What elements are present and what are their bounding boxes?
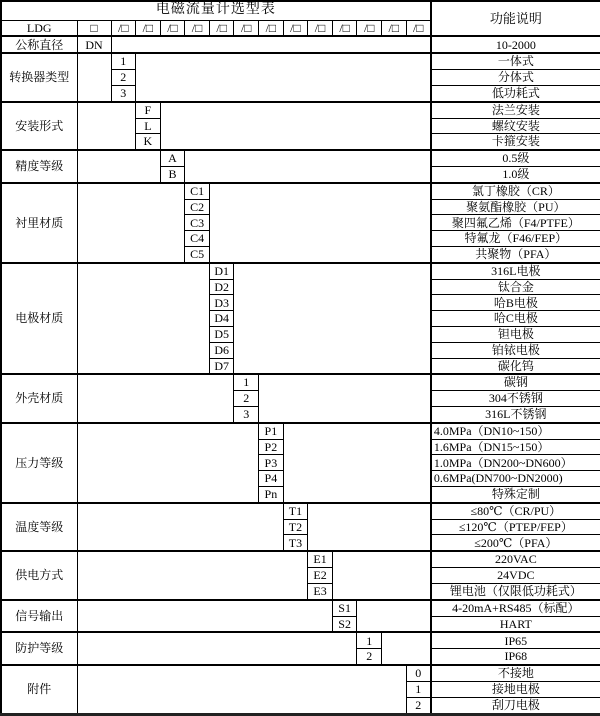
- option-desc: 共聚物（PFA）: [431, 247, 600, 263]
- option-code: 1: [234, 374, 259, 390]
- group-label: 安装形式: [1, 102, 77, 150]
- option-code: T3: [283, 535, 308, 551]
- option-desc: HART: [431, 616, 600, 632]
- option-desc: 法兰安装: [431, 102, 600, 118]
- slot-cell-5: /□: [209, 20, 234, 36]
- spacer-right: [111, 36, 431, 53]
- option-desc: 聚氨酯橡胶（PU）: [431, 199, 600, 215]
- option-desc: 钽电极: [431, 326, 600, 342]
- spacer-right: [382, 632, 431, 665]
- option-code: D2: [209, 279, 234, 295]
- option-code: 2: [111, 70, 136, 86]
- option-code: D4: [209, 311, 234, 327]
- option-desc: 特氟龙（F46/FEP）: [431, 231, 600, 247]
- option-code: 1: [111, 53, 136, 69]
- option-desc: 低功耗式: [431, 85, 600, 101]
- option-desc: 4-20mA+RS485（标配）: [431, 600, 600, 616]
- option-code: L: [136, 118, 161, 134]
- option-code: D7: [209, 358, 234, 374]
- option-code: B: [160, 167, 185, 183]
- spacer-left: [77, 374, 234, 422]
- option-desc: 特殊定制: [431, 486, 600, 502]
- spacer-left: [77, 183, 185, 263]
- option-code: T1: [283, 503, 308, 519]
- option-code: A: [160, 150, 185, 166]
- slot-cell-3: /□: [160, 20, 185, 36]
- option-desc: ≤200℃（PFA）: [431, 535, 600, 551]
- slot-cell-13: /□: [406, 20, 431, 36]
- spacer-right: [234, 263, 431, 375]
- spacer-right: [136, 53, 431, 101]
- group-label: 精度等级: [1, 150, 77, 183]
- option-code: C2: [185, 199, 210, 215]
- spacer-right: [357, 600, 431, 633]
- option-code: F: [136, 102, 161, 118]
- spacer-right: [160, 102, 431, 150]
- spacer-left: [77, 632, 357, 665]
- spacer-left: [77, 503, 283, 551]
- option-code: P2: [259, 439, 284, 455]
- option-code: 2: [406, 697, 431, 714]
- group-label: 信号输出: [1, 600, 77, 633]
- group-label: 防护等级: [1, 632, 77, 665]
- spacer-left: [77, 263, 209, 375]
- option-desc: 220VAC: [431, 551, 600, 567]
- option-desc: 锂电池（仅限低功耗式）: [431, 583, 600, 599]
- option-desc: 哈C电极: [431, 311, 600, 327]
- option-desc: IP68: [431, 649, 600, 665]
- option-code: P3: [259, 455, 284, 471]
- group-label: 转换器类型: [1, 53, 77, 101]
- option-desc: ≤80℃（CR/PU）: [431, 503, 600, 519]
- slot-cell-6: /□: [234, 20, 259, 36]
- spacer-right: [209, 183, 430, 263]
- option-desc: 24VDC: [431, 568, 600, 584]
- group-label: 衬里材质: [1, 183, 77, 263]
- option-code: P1: [259, 423, 284, 439]
- option-code: 3: [234, 406, 259, 422]
- slot-cell-9: /□: [308, 20, 333, 36]
- option-code: C3: [185, 215, 210, 231]
- option-desc: 4.0MPa（DN10~150）: [431, 423, 600, 439]
- option-code: 1: [357, 632, 382, 648]
- option-desc: 螺纹安装: [431, 118, 600, 134]
- spacer-right: [185, 150, 431, 183]
- option-desc: 氯丁橡胶（CR）: [431, 183, 600, 199]
- option-code: Pn: [259, 486, 284, 502]
- option-code: P4: [259, 471, 284, 487]
- spacer-left: [77, 665, 406, 714]
- option-code: T2: [283, 519, 308, 535]
- function-column-header: 功能说明: [431, 1, 600, 36]
- slot-cell-1: /□: [111, 20, 136, 36]
- spacer-right: [259, 374, 431, 422]
- option-desc: 1.0MPa（DN200~DN600）: [431, 455, 600, 471]
- group-label: 电极材质: [1, 263, 77, 375]
- spacer-left: [77, 600, 332, 633]
- option-desc: 铂铱电极: [431, 342, 600, 358]
- option-desc: 316L电极: [431, 263, 600, 279]
- option-code: C1: [185, 183, 210, 199]
- option-code: D6: [209, 342, 234, 358]
- option-code: D1: [209, 263, 234, 279]
- option-desc: 碳钢: [431, 374, 600, 390]
- spacer-left: [77, 423, 259, 503]
- code-box-cell: □: [77, 20, 111, 36]
- group-label: 供电方式: [1, 551, 77, 599]
- option-code: 2: [234, 391, 259, 407]
- option-desc: 接地电极: [431, 681, 600, 697]
- option-desc: 哈B电极: [431, 295, 600, 311]
- spacer-right: [308, 503, 431, 551]
- model-code-cell: LDG: [1, 20, 77, 36]
- slot-cell-11: /□: [357, 20, 382, 36]
- group-label: 压力等级: [1, 423, 77, 503]
- option-desc: 不接地: [431, 665, 600, 681]
- slot-cell-4: /□: [185, 20, 210, 36]
- spacer-right: [332, 551, 431, 599]
- option-desc: 316L不锈钢: [431, 406, 600, 422]
- option-desc: 卡箍安装: [431, 134, 600, 150]
- option-desc: 10-2000: [431, 36, 600, 53]
- slot-cell-2: /□: [136, 20, 161, 36]
- option-desc: ≤120℃（PTEP/FEP）: [431, 519, 600, 535]
- option-desc: 304不锈钢: [431, 391, 600, 407]
- option-code: C4: [185, 231, 210, 247]
- option-code: S1: [332, 600, 357, 616]
- option-desc: 刮刀电极: [431, 697, 600, 714]
- option-code: D3: [209, 295, 234, 311]
- slot-cell-7: /□: [259, 20, 284, 36]
- option-code: E3: [308, 583, 333, 599]
- option-code: K: [136, 134, 161, 150]
- spacer-left: [77, 551, 308, 599]
- slot-cell-10: /□: [332, 20, 357, 36]
- option-code: DN: [77, 36, 111, 53]
- option-desc: 聚四氟乙烯（F4/PTFE）: [431, 215, 600, 231]
- option-code: 3: [111, 85, 136, 101]
- option-desc: 碳化钨: [431, 358, 600, 374]
- option-desc: 钛合金: [431, 279, 600, 295]
- table-title: 电磁流量计选型表: [1, 1, 431, 20]
- option-desc: 1.0级: [431, 167, 600, 183]
- slot-cell-12: /□: [382, 20, 407, 36]
- group-label: 温度等级: [1, 503, 77, 551]
- option-code: 0: [406, 665, 431, 681]
- spacer-left: [77, 150, 160, 183]
- group-label: 外壳材质: [1, 374, 77, 422]
- group-label: 附件: [1, 665, 77, 714]
- option-code: 1: [406, 681, 431, 697]
- option-desc: IP65: [431, 632, 600, 648]
- option-desc: 分体式: [431, 70, 600, 86]
- option-desc: 0.6MPa(DN700~DN2000): [431, 471, 600, 487]
- spacer-right: [283, 423, 431, 503]
- spacer-left: [77, 102, 136, 150]
- option-code: 2: [357, 649, 382, 665]
- spacer-left: [77, 53, 111, 101]
- slot-cell-8: /□: [283, 20, 308, 36]
- option-code: D5: [209, 326, 234, 342]
- option-code: C5: [185, 247, 210, 263]
- option-code: E1: [308, 551, 333, 567]
- option-code: E2: [308, 568, 333, 584]
- option-code: S2: [332, 616, 357, 632]
- group-label: 公称直径: [1, 36, 77, 53]
- option-desc: 0.5级: [431, 150, 600, 166]
- option-desc: 一体式: [431, 53, 600, 69]
- option-desc: 1.6MPa（DN15~150）: [431, 439, 600, 455]
